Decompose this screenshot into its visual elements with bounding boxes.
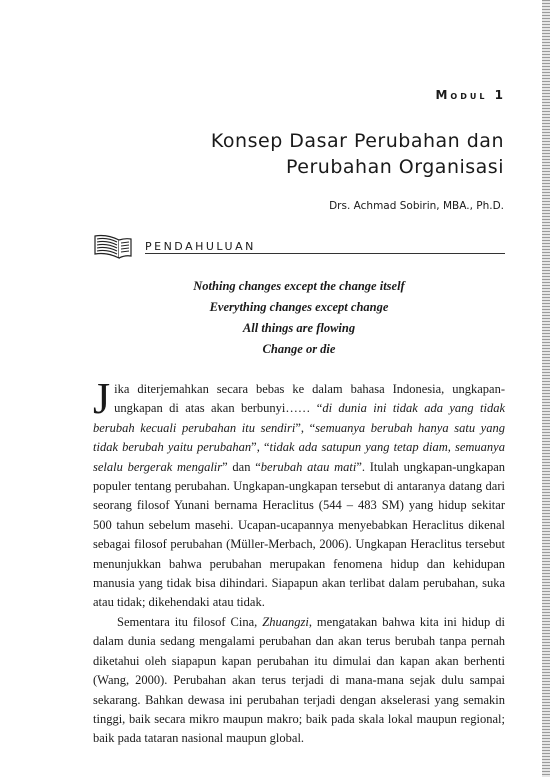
chapter-title-line-1: Konsep Dasar Perubahan dan [210, 130, 504, 152]
chapter-title-line-2: Perubahan Organisasi [286, 156, 504, 178]
section-rule [145, 253, 505, 254]
paragraph-1: Jika diterjemahkan secara bebas ke dalam bahasa Indonesia, ungkapan-ungkapan di atas akan berbunyi…… “di dunia ini tidak ada yang tidak berubah kecuali perubahan itu sendiri”, “semuanya berubah hanya satu yang tidak berubah yaitu perubahan”, “tidak ada satupun yang tetap diam, semuanya selalu bergerak mengalir” dan “berubah atau mati”. Itulah ungkapan-ungkapan populer tentang perubahan. Ungkapan-ungkapan tersebut di antaranya datang dari seorang filosof Yunani bernama Heraclitus (544 – 483 SM) yang hidup sekitar 500 tahun sebelum masehi. Ucapan-ucapannya menyebabkan Heraclitus dikenal sebagai filosof perubahan (Müller-Merbach, 2006). Ungkapan Heraclitus tersebut menunjukkan bahwa perubahan merupakan fenomena hidup dan kehidupan manusia yang tidak bisa dihindari. Siapapun akan terlibat dalam perubahan, suka atau tidak; dikehendaki atau tidak. [93, 374, 506, 610]
author-name: Drs. Achmad Sobirin, MBA., Ph.D. [329, 200, 504, 212]
epigraph [93, 276, 505, 360]
section-title: PENDAHULUAN [145, 240, 256, 253]
chapter-title [211, 128, 504, 180]
body-text [93, 374, 506, 749]
module-label: Modul 1 [435, 88, 506, 102]
page-edge-decoration [542, 0, 550, 777]
quote-line: Everything changes except change [209, 300, 389, 314]
book-pages-icon [93, 232, 133, 260]
paragraph-2: Sementara itu filosof Cina, Zhuangzi, mengatakan bahwa kita ini hidup di dalam dunia sedang mengalami perubahan dan akan terus berubah tanpa pernah diketahui oleh siapapun kapan perubahan itu dimulai dan kapan akan berhenti (Wang, 2000). Perubahan akan terus terjadi di mana-mana sejak dulu sampai sekarang. Bahkan dewasa ini perubahan terjadi dengan akselerasi yang semakin tinggi, baik secara mikro maupun makro; baik pada skala lokal maupun regional; baik pada tataran nasional maupun global. [93, 614, 505, 746]
quote-line: Nothing changes except the change itself [193, 279, 405, 293]
section-header [93, 232, 505, 260]
quote-line: Change or die [262, 342, 336, 356]
quote-line: All things are flowing [242, 321, 356, 335]
